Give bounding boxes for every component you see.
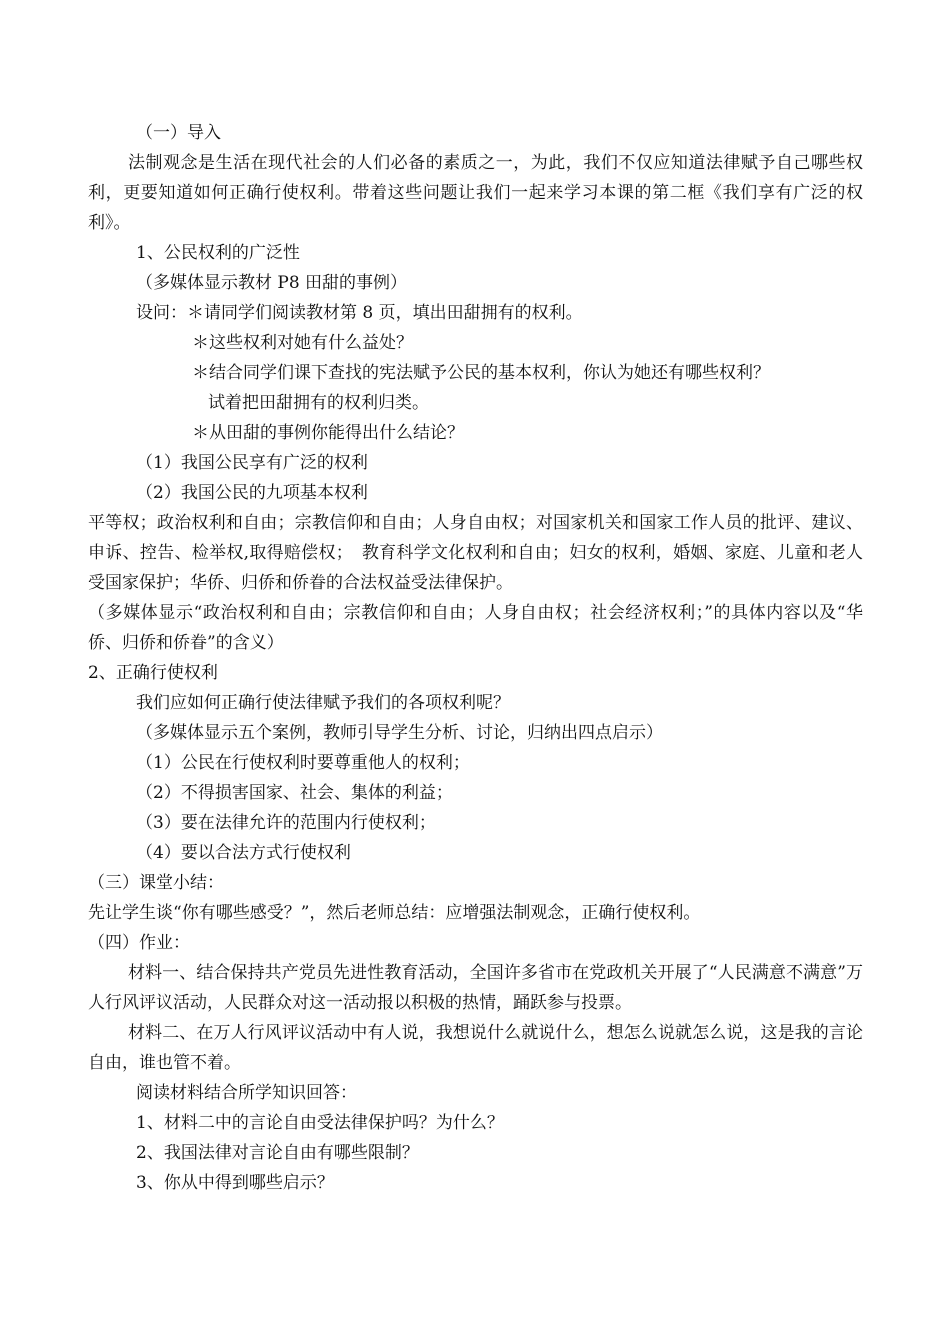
question-3: ＊结合同学们课下查找的宪法赋予公民的基本权利，你认为她还有哪些权利？ [192, 363, 770, 383]
inspiration-1: （1）公民在行使权利时要尊重他人的权利； [136, 753, 470, 773]
material-1: 材料一、结合保持共产党员先进性教育活动，全国许多省市在党政机关开展了“人民满意不满意”万人行风评议活动，人民群众对这一活动报以积极的热情，踊跃参与投票。 [88, 963, 863, 1013]
rights-media-paragraph: （多媒体显示“政治权利和自由；宗教信仰和自由；人身自由权；社会经济权利；”的具体内容以及“华侨、归侨和侨眷”的含义） [88, 603, 863, 653]
section1-media-note: （多媒体显示教材 P8 田甜的事例） [136, 273, 408, 293]
summary-text: 先让学生谈“你有哪些感受？”，然后老师总结：应增强法制观念，正确行使权利。 [88, 903, 701, 923]
document-page [88, 118, 863, 1198]
rights-paragraph: 平等权；政治权利和自由；宗教信仰和自由；人身自由权；对国家机关和国家工作人员的批评、建议、申诉、控告、检举权,取得赔偿权； 教育科学文化权利和自由；妇女的权利，婚姻、家庭、儿童和老人受国家保护；华侨、归侨和侨眷的合法权益受法律保护。 [88, 513, 863, 593]
point-2: （2）我国公民的九项基本权利 [136, 483, 368, 503]
section1-title: 1、公民权利的广泛性 [136, 243, 300, 263]
point-1: （1）我国公民享有广泛的权利 [136, 453, 368, 473]
question-1: 设问：＊请同学们阅读教材第 8 页，填出田甜拥有的权利。 [136, 303, 583, 323]
answer-question-3: 3、你从中得到哪些启示？ [136, 1173, 334, 1193]
inspiration-3: （3）要在法律允许的范围内行使权利； [136, 813, 436, 833]
section2-media-note: （多媒体显示五个案例，教师引导学生分析、讨论，归纳出四点启示） [136, 723, 663, 743]
inspiration-2: （2）不得损害国家、社会、集体的利益； [136, 783, 453, 803]
summary-heading: （三）课堂小结： [88, 873, 224, 893]
answer-question-2: 2、我国法律对言论自由有哪些限制？ [136, 1143, 419, 1163]
intro-paragraph: 法制观念是生活在现代社会的人们必备的素质之一，为此，我们不仅应知道法律赋予自己哪些权利，更要知道如何正确行使权利。带着这些问题让我们一起来学习本课的第二框《我们享有广泛的权利》。 [88, 153, 863, 233]
section2-question: 我们应如何正确行使法律赋予我们的各项权利呢？ [136, 693, 510, 713]
intro-heading: （一）导入 [136, 123, 221, 143]
question-3-continued: 试着把田甜拥有的权利归类。 [208, 393, 429, 413]
answer-question-1: 1、材料二中的言论自由受法律保护吗？为什么？ [136, 1113, 504, 1133]
homework-heading: （四）作业： [88, 933, 190, 953]
material-2: 材料二、在万人行风评议活动中有人说，我想说什么就说什么，想怎么说就怎么说，这是我的言论自由，谁也管不着。 [88, 1023, 863, 1073]
section2-title: 2、正确行使权利 [88, 663, 218, 683]
question-2: ＊这些权利对她有什么益处？ [192, 333, 413, 353]
read-prompt: 阅读材料结合所学知识回答： [136, 1083, 357, 1103]
question-4: ＊从田甜的事例你能得出什么结论？ [192, 423, 464, 443]
inspiration-4: （4）要以合法方式行使权利 [136, 843, 351, 863]
